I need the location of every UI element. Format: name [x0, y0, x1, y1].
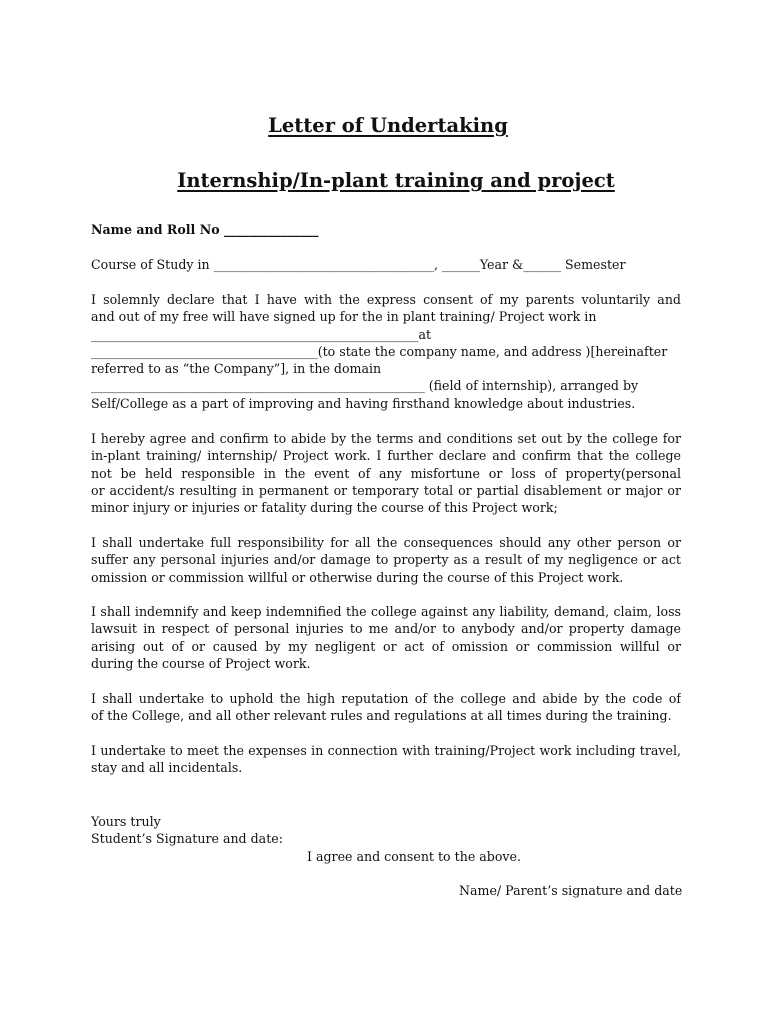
indemnify-line-2: lawsuit in respect of personal injuries to me and/or to anybody and/or property damage	[91, 621, 681, 637]
declaration-line-3: ____________________________________________________at	[91, 326, 432, 342]
indemnify-line-3: arising out of or caused by my negligent or act of omission or commission willful or	[91, 638, 681, 654]
expenses-paragraph	[91, 742, 681, 777]
declaration-line-6: _____________________________________________________ (field of internship), arranged by	[91, 378, 639, 394]
declaration-line-7: Self/College as a part of improving and having firsthand knowledge about industries.	[91, 395, 636, 411]
declaration-paragraph	[91, 291, 681, 412]
course-text: Course of Study in ___________________________________, ______Year &______ Semester	[91, 257, 626, 272]
declaration-line-2: and out of my free will have signed up for the in plant training/ Project work in	[91, 309, 597, 325]
indemnify-line-4: during the course of Project work.	[91, 655, 311, 671]
reputation-line-2: of the College, and all other relevant rules and regulations at all times during the training.	[91, 708, 672, 724]
parent-signature-label: Name/ Parent’s signature and date	[459, 883, 683, 898]
agree-paragraph	[91, 430, 681, 516]
document-subtitle: Internship/In-plant training and project	[177, 169, 615, 192]
declaration-line-1: I solemnly declare that I have with the express consent of my parents voluntarily and	[91, 292, 681, 307]
responsibility-line-2: suffer any personal injuries and/or damage to property as a result of my negligence or act	[91, 552, 681, 568]
yours-truly: Yours truly	[91, 814, 161, 829]
agree-line-5: minor injury or injuries or fatality during the course of this Project work;	[91, 500, 558, 516]
reputation-line-1: I shall undertake to uphold the high reputation of the college and abide by the code of	[91, 691, 681, 706]
student-signature-label: Student’s Signature and date:	[91, 831, 283, 847]
expenses-line-1: I undertake to meet the expenses in connection with training/Project work including travel,	[91, 743, 681, 758]
declaration-line-5: referred to as “the Company”], in the domain	[91, 361, 382, 377]
expenses-line-2: stay and all incidentals.	[91, 760, 243, 776]
document-title: Letter of Undertaking	[268, 114, 508, 137]
agree-line-4: or accident/s resulting in permanent or temporary total or partial disablement or major or	[91, 482, 681, 498]
indemnify-line-1: I shall indemnify and keep indemnified the college against any liability, demand, claim, loss	[91, 604, 681, 619]
agree-line-3: not be held responsible in the event of any misfortune or loss of property(personal	[91, 465, 681, 481]
name-roll-text: Name and Roll No _______________	[91, 222, 319, 237]
responsibility-paragraph	[91, 534, 681, 586]
agree-line-2: in-plant training/ internship/ Project work. I further declare and confirm that the college	[91, 448, 681, 464]
agree-line-1: I hereby agree and confirm to abide by the terms and conditions set out by the college for	[91, 431, 681, 446]
consent-statement: I agree and consent to the above.	[307, 849, 521, 864]
declaration-line-4: ____________________________________(to state the company name, and address )[hereinafter	[91, 343, 668, 359]
course-line	[91, 256, 681, 273]
closing-block	[91, 813, 681, 848]
responsibility-line-3: omission or commission willful or otherwise during the course of this Project work.	[91, 569, 624, 585]
responsibility-line-1: I shall undertake full responsibility for all the consequences should any other person or	[91, 535, 681, 550]
reputation-paragraph	[91, 690, 681, 725]
name-roll-line	[91, 221, 681, 238]
indemnify-paragraph	[91, 603, 681, 672]
